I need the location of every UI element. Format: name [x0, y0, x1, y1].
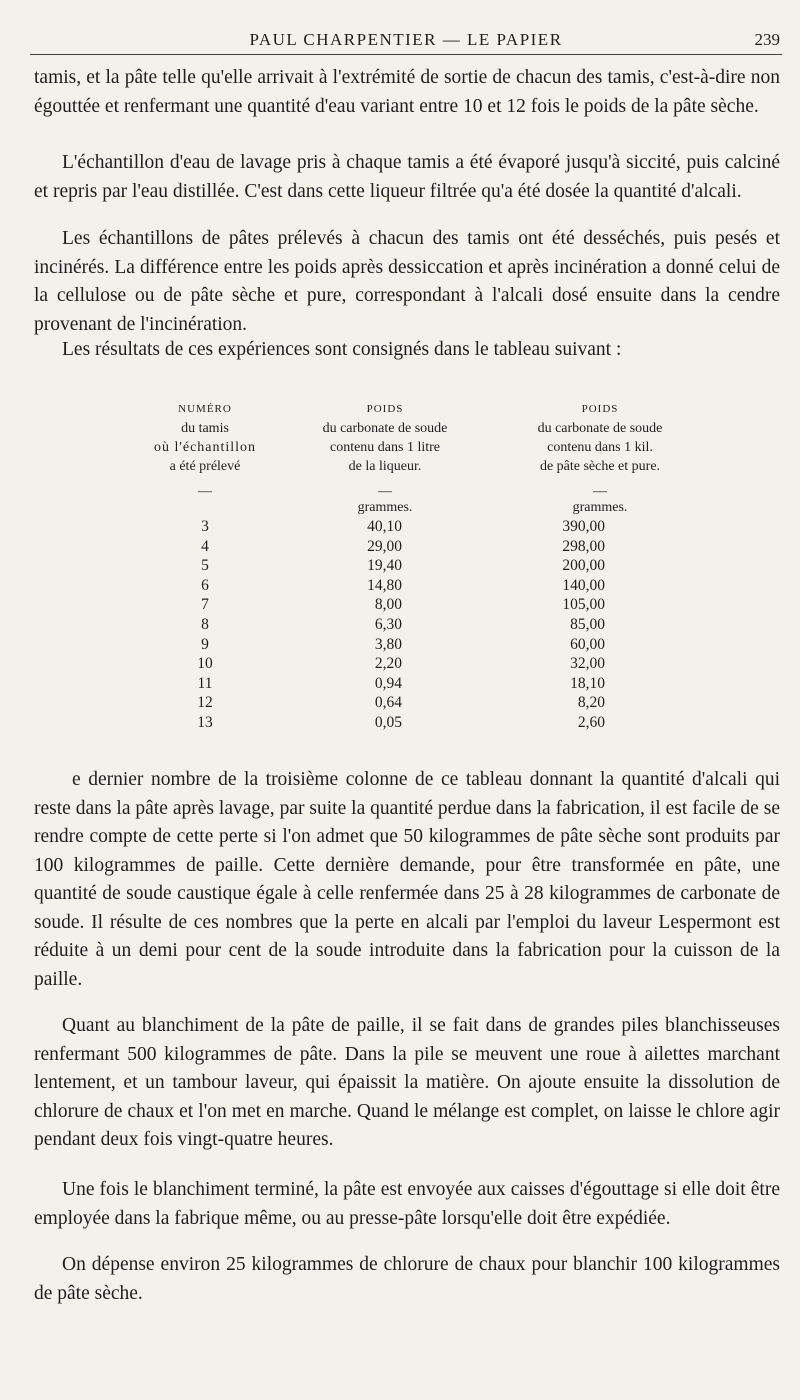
paragraph-5: e dernier nombre de la troisième colonne de ce tableau donnant la quantité d'alcali qui reste dans la pâte après lavage, par suite la quantité perdue dans la fabrication, il est facile de se rendre compte de cette perte si l'on admet que 50 kilogrammes de pâte sèche sont produits par 100 kilogrammes de paille. Cette dernière demande, pour être transformée en pâte, une quantité de soude caustique égale à celle renfermée dans 25 à 28 kilogrammes de carbonate de soude. Il résulte de ces nombres que la perte en alcali par l'emploi du laveur Lespermont est réduite à un demi pour cent de la soude introduite dans la fabrication pour la cuisson de la paille.: [34, 769, 780, 990]
page-number: 239: [754, 30, 780, 49]
col3-unit: grammes.: [572, 500, 628, 515]
sieve-number: 11: [197, 674, 213, 692]
table-header-col2: [280, 400, 490, 476]
pulp-carbonate: 390,00: [562, 518, 605, 535]
table-row: [0, 518, 800, 538]
table-body: [0, 518, 800, 734]
col3-line1: du carbonate de soude: [537, 421, 663, 436]
col3-dash: —: [593, 484, 607, 499]
table-row: [0, 616, 800, 636]
table-row: [0, 557, 800, 577]
pulp-carbonate: 105,00: [562, 596, 605, 614]
table-row: [0, 655, 800, 675]
col3-line2: contenu dans 1 kil.: [547, 440, 653, 455]
col1-line1: du tamis: [181, 421, 229, 436]
sieve-number: 6: [201, 576, 209, 594]
table-row: [0, 714, 800, 734]
table-header-col1: [130, 400, 280, 476]
pulp-carbonate: 200,00: [562, 557, 605, 575]
paragraph-2: L'échantillon d'eau de lavage pris à chaque tamis a été évaporé jusqu'à siccité, puis calciné et repris par l'eau distillée. C'est dans cette liqueur filtrée qu'a été dosée la quantité d'alcali.: [34, 152, 780, 202]
liquor-carbonate: 6,30: [374, 615, 402, 633]
sieve-number: 13: [197, 713, 213, 731]
paragraph-3: Les échantillons de pâtes prélevés à chacun des tamis ont été desséchés, puis pesés et incinérés. La différence entre les poids après dessiccation et après incinération a donné celui de la cellulose ou de pâte sèche et pure, correspondant à l'alcali dosé ensuite dans la cendre provenant de l'incinération.: [34, 228, 780, 335]
paragraph-1: tamis, et la pâte telle qu'elle arrivait à l'extrémité de sortie de chacun des tamis, c'est-à-dire non égouttée et renfermant une quantité d'eau variant entre 10 et 12 fois le poids de la pâte sèche.: [34, 67, 780, 117]
table-row: [0, 675, 800, 695]
pulp-carbonate: 85,00: [570, 615, 605, 633]
table-row: [0, 577, 800, 597]
col2-line2: contenu dans 1 litre: [329, 440, 441, 455]
liquor-carbonate: 29,00: [367, 537, 402, 555]
col1-line2: où l'échantillon: [153, 440, 257, 455]
sieve-number: 4: [201, 537, 209, 555]
col2-unit: grammes.: [357, 500, 413, 515]
page-header: [30, 30, 782, 55]
sieve-number: 3: [201, 518, 209, 535]
sieve-number: 5: [201, 557, 209, 575]
col2-dash: —: [378, 484, 392, 499]
paragraph-6: Quant au blanchiment de la pâte de paille, il se fait dans de grandes piles blanchisseuses renfermant 500 kilogrammes de pâte. Dans la pile se meuvent une roue à ailettes marchant lentement, et un tambour laveur, qui épaissit la matière. On ajoute ensuite la dissolution de chlorure de chaux et l'on met en marche. Quand le mélange est complet, on laisse le chlore agir pendant deux fois vingt-quatre heures.: [34, 1015, 780, 1150]
liquor-carbonate: 19,40: [367, 557, 402, 575]
col1-line3: a été prélevé: [169, 459, 241, 474]
liquor-carbonate: 40,10: [367, 518, 402, 535]
liquor-carbonate: 0,05: [374, 713, 402, 731]
table-header-col3: [490, 400, 710, 476]
liquor-carbonate: 0,64: [374, 694, 402, 712]
pulp-carbonate: 32,00: [570, 655, 605, 673]
pulp-carbonate: 18,10: [570, 674, 605, 692]
paragraph-4: Les résultats de ces expériences sont consignés dans le tableau suivant :: [62, 339, 622, 360]
paragraph-8: On dépense environ 25 kilogrammes de chlorure de chaux pour blanchir 100 kilogrammes de pâte sèche.: [34, 1254, 780, 1304]
liquor-carbonate: 0,94: [374, 674, 402, 692]
sieve-number: 7: [201, 596, 209, 614]
col3-title: POIDS: [581, 403, 619, 415]
col2-line1: du carbonate de soude: [322, 421, 448, 436]
pulp-carbonate: 8,20: [577, 694, 605, 712]
liquor-carbonate: 8,00: [374, 596, 402, 614]
paragraph-7: Une fois le blanchiment terminé, la pâte est envoyée aux caisses d'égouttage si elle doit être employée dans la fabrique même, ou au presse-pâte lorsqu'elle doit être expédiée.: [34, 1179, 780, 1229]
sieve-number: 10: [197, 655, 213, 673]
col2-line3: de la liqueur.: [348, 459, 422, 474]
table-row: [0, 596, 800, 616]
liquor-carbonate: 14,80: [367, 576, 402, 594]
table-row: [0, 636, 800, 656]
pulp-carbonate: 140,00: [562, 576, 605, 594]
pulp-carbonate: 60,00: [570, 635, 605, 653]
running-head: PAUL CHARPENTIER — LE PAPIER: [249, 30, 563, 49]
col2-title: POIDS: [366, 403, 404, 415]
table-row: [0, 538, 800, 558]
sieve-number: 9: [201, 635, 209, 653]
col3-line3: de pâte sèche et pure.: [539, 459, 661, 474]
liquor-carbonate: 3,80: [374, 635, 402, 653]
table-row: [0, 694, 800, 714]
pulp-carbonate: 298,00: [562, 537, 605, 555]
col1-dash: —: [198, 484, 212, 499]
sieve-number: 12: [197, 694, 213, 712]
liquor-carbonate: 2,20: [374, 655, 402, 673]
sieve-number: 8: [201, 615, 209, 633]
pulp-carbonate: 2,60: [577, 713, 605, 731]
col1-title: NUMÉRO: [178, 403, 232, 415]
